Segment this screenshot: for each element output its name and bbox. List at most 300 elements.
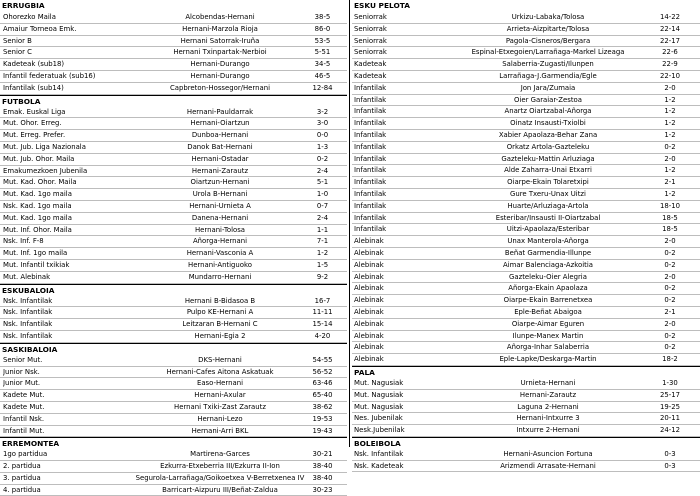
section-title: BOLEIBOLA bbox=[352, 437, 700, 449]
match-cell: Easo-Hernani bbox=[196, 379, 243, 388]
result-row bbox=[352, 177, 700, 189]
score-cell: 1-1 bbox=[316, 225, 329, 234]
column-divider bbox=[349, 0, 350, 447]
match-cell: Hernani-Urnieta A bbox=[189, 201, 251, 210]
result-row bbox=[352, 189, 700, 201]
result-row bbox=[0, 12, 347, 24]
result-row bbox=[352, 118, 700, 130]
category-cell: Infantilak bbox=[354, 189, 387, 198]
category-cell: Nsk. Infantilak bbox=[354, 449, 404, 458]
category-cell: 4. partidua bbox=[3, 485, 41, 494]
category-cell: Nsk. Kadeteak bbox=[354, 461, 404, 470]
score-cell: 22-14 bbox=[659, 24, 681, 33]
section-title: ESKU PELOTA bbox=[354, 1, 410, 10]
match-cell: Danok Bat-Hernani bbox=[187, 142, 253, 151]
category-cell: Kadeteak (sub18) bbox=[3, 60, 65, 69]
results-table bbox=[0, 296, 347, 343]
result-row bbox=[0, 319, 347, 331]
category-cell: Infantilak bbox=[354, 225, 387, 234]
category-cell: Kadete Mut. bbox=[3, 391, 45, 400]
result-row bbox=[352, 390, 700, 402]
score-cell: 22-17 bbox=[659, 36, 681, 45]
score-cell: 5-1 bbox=[316, 178, 329, 187]
score-cell: 4-20 bbox=[314, 331, 331, 340]
category-cell: Amaiur Torneoa Emk. bbox=[3, 24, 77, 33]
score-cell: 1-2 bbox=[664, 130, 676, 139]
section-saskibaloia bbox=[0, 343, 347, 438]
category-cell: Seniorrak bbox=[354, 24, 387, 33]
score-cell: 1-2 bbox=[664, 119, 676, 128]
match-cell: Añorga-Hernani bbox=[192, 237, 248, 246]
result-row bbox=[0, 426, 347, 438]
result-row bbox=[352, 283, 700, 295]
result-row bbox=[0, 201, 347, 213]
result-row bbox=[0, 118, 347, 130]
match-cell: Hernani-Pauldarrak bbox=[186, 107, 254, 116]
result-row bbox=[352, 402, 700, 414]
result-row bbox=[0, 59, 347, 71]
score-cell: 22-9 bbox=[662, 60, 678, 69]
category-cell: Infantilak bbox=[354, 142, 387, 151]
left-column bbox=[0, 0, 347, 496]
match-cell: Barricart-Aizpuru III/Beñat-Zaldua bbox=[162, 485, 278, 494]
match-cell: Oinatz Insausti-Txiolbi bbox=[510, 119, 586, 128]
results-table bbox=[0, 107, 347, 284]
category-cell: Seniorrak bbox=[354, 48, 387, 57]
results-table bbox=[0, 12, 347, 95]
match-cell: Añorga-Ekain Apaolaza bbox=[508, 284, 588, 293]
category-cell: Alebinak bbox=[354, 237, 384, 246]
match-cell: Intxurre 2-Hernani bbox=[516, 426, 580, 435]
category-cell: Alebinak bbox=[354, 331, 384, 340]
score-cell: 63-46 bbox=[312, 379, 333, 388]
match-cell: Hernani Txinpartak-Nerbioi bbox=[173, 48, 267, 57]
score-cell: 1-2 bbox=[664, 189, 676, 198]
match-cell: Hernani-Durango bbox=[190, 60, 250, 69]
category-cell: Infantilak bbox=[354, 119, 387, 128]
score-cell: 3-0 bbox=[316, 119, 329, 128]
result-row bbox=[352, 154, 700, 166]
category-cell: Infantilak bbox=[354, 201, 387, 210]
result-row bbox=[352, 272, 700, 284]
category-cell: Nesk.Jubenilak bbox=[354, 426, 405, 435]
match-cell: Hernani B-Bidasoa B bbox=[184, 296, 256, 305]
category-cell: Infantilak bbox=[354, 166, 387, 175]
category-cell: Infantilak bbox=[354, 178, 387, 187]
result-row bbox=[352, 378, 700, 390]
match-cell: Ezkurra-Etxeberria III/Ezkurra II-Ion bbox=[160, 462, 280, 471]
score-cell: 0-0 bbox=[316, 131, 329, 140]
match-cell: Hernani-Antiguoko bbox=[188, 260, 252, 269]
result-row bbox=[352, 461, 700, 473]
section-title: FUTBOLA bbox=[0, 95, 347, 107]
result-row bbox=[0, 71, 347, 83]
result-row bbox=[0, 142, 347, 154]
category-cell: Mut. Inf. 1go maila bbox=[3, 249, 68, 258]
result-row bbox=[352, 295, 700, 307]
result-row bbox=[352, 342, 700, 354]
score-cell: 56-52 bbox=[312, 367, 333, 376]
match-cell: Urola B-Hernani bbox=[192, 190, 248, 199]
score-cell: 2-0 bbox=[664, 272, 676, 281]
category-cell: Infantilak bbox=[354, 213, 387, 222]
category-cell: Infantilak (sub14) bbox=[3, 83, 64, 92]
score-cell: 1-30 bbox=[662, 378, 678, 387]
match-cell: Hernani-Tolosa bbox=[194, 225, 246, 234]
result-row bbox=[0, 378, 347, 390]
score-cell: 5-51 bbox=[314, 48, 331, 57]
score-cell: 1-2 bbox=[664, 95, 676, 104]
result-row bbox=[0, 449, 347, 461]
result-row bbox=[0, 473, 347, 485]
category-cell: Infantil Nsk. bbox=[3, 414, 45, 423]
result-row bbox=[0, 24, 347, 36]
score-cell: 0-2 bbox=[664, 248, 676, 257]
match-cell: Hernani-Durango bbox=[190, 71, 250, 80]
result-row bbox=[0, 189, 347, 201]
match-cell: Xabier Apaolaza-Behar Zana bbox=[498, 130, 598, 139]
score-cell: 1-0 bbox=[316, 190, 329, 199]
score-cell: 11-11 bbox=[312, 308, 333, 317]
result-row bbox=[352, 236, 700, 248]
category-cell: Alebinak bbox=[354, 296, 384, 305]
result-row bbox=[352, 106, 700, 118]
result-row bbox=[0, 390, 347, 402]
category-cell: Alebinak bbox=[354, 260, 384, 269]
match-cell: Gazteleku-Oier Alegria bbox=[509, 272, 587, 281]
score-cell: 1-2 bbox=[664, 166, 676, 175]
match-cell: Hernani-Intxurre 3 bbox=[516, 414, 580, 423]
score-cell: 30-21 bbox=[312, 450, 333, 459]
category-cell: Mut. Kad. 1go maila bbox=[3, 213, 72, 222]
score-cell: 18-10 bbox=[659, 201, 681, 210]
category-cell: Mut. Nagusiak bbox=[354, 390, 404, 399]
result-row bbox=[352, 413, 700, 425]
category-cell: Mut. Kad. Ohor. Maila bbox=[3, 178, 77, 187]
score-cell: 38-40 bbox=[312, 462, 333, 471]
match-cell: Huarte/Arluziaga-Artola bbox=[507, 201, 589, 210]
score-cell: 38-62 bbox=[312, 402, 333, 411]
category-cell: Emakumezkoen Jubenila bbox=[3, 166, 88, 175]
result-row bbox=[0, 485, 347, 496]
match-cell: Hernani-Zarautz bbox=[519, 390, 577, 399]
result-row bbox=[352, 248, 700, 260]
match-cell: Pulpo KE-Hernani A bbox=[186, 308, 254, 317]
score-cell: 14-22 bbox=[659, 13, 681, 21]
match-cell: Hernani-Oiartzun bbox=[190, 119, 250, 128]
match-cell: Alcobendas-Hernani bbox=[185, 13, 255, 21]
score-cell: 2-0 bbox=[664, 83, 676, 92]
result-row bbox=[0, 154, 347, 166]
score-cell: 30-23 bbox=[312, 485, 333, 494]
result-row bbox=[352, 449, 700, 461]
score-cell: 19-43 bbox=[312, 426, 333, 435]
match-cell: Hernani-Vasconia A bbox=[186, 249, 254, 258]
score-cell: 2-0 bbox=[664, 319, 676, 328]
match-cell: Laguna 2-Hernani bbox=[517, 402, 579, 411]
result-row bbox=[352, 260, 700, 272]
match-cell: Oiarpe-Ekain Tolaretxipi bbox=[507, 178, 589, 187]
score-cell: 22-6 bbox=[662, 48, 678, 57]
score-cell: 0-2 bbox=[664, 260, 676, 269]
result-row bbox=[0, 296, 347, 308]
result-row bbox=[352, 201, 700, 213]
category-cell: Alebinak bbox=[354, 343, 384, 352]
score-cell: 3-2 bbox=[316, 107, 329, 116]
result-row bbox=[0, 47, 347, 59]
result-row bbox=[0, 36, 347, 48]
section-erremontea bbox=[0, 437, 347, 496]
category-cell: Mut. Jub. Ohor. Maila bbox=[3, 154, 75, 163]
score-cell: 2-1 bbox=[664, 178, 676, 187]
match-cell: Urnieta-Hernani bbox=[520, 378, 576, 387]
match-cell: Ilunpe-Manex Martin bbox=[512, 331, 584, 340]
match-cell: Espinal-Etxegoien/Larrañaga-Markel Lizeaga bbox=[471, 48, 625, 57]
match-cell: Gazteleku-Mattin Arluziaga bbox=[501, 154, 595, 163]
score-cell: 2-4 bbox=[316, 213, 329, 222]
section-eskubaloia bbox=[0, 284, 347, 343]
category-cell: Mut. Nagusiak bbox=[354, 402, 404, 411]
match-cell: Hernani-Asuncion Fortuna bbox=[503, 449, 593, 458]
match-cell: Jon Jara/Zumaia bbox=[520, 83, 576, 92]
match-cell: Anartz Oiartzabal-Añorga bbox=[504, 107, 592, 116]
match-cell: Arrieta-Aizpitarte/Tolosa bbox=[506, 24, 590, 33]
match-cell: Hernani Txiki-Zast Zarautz bbox=[174, 402, 266, 411]
match-cell: Añorga-Inhar Salaberria bbox=[506, 343, 590, 352]
category-cell: Seniorrak bbox=[354, 36, 387, 45]
category-cell: Infantil Mut. bbox=[3, 426, 45, 435]
score-cell: 25-17 bbox=[659, 390, 681, 399]
score-cell: 1-2 bbox=[316, 249, 329, 258]
result-row bbox=[0, 307, 347, 319]
score-cell: 38-5 bbox=[314, 13, 331, 21]
match-cell: Segurola-Larrañaga/Goikoetxea V-Berretxenea IV bbox=[135, 473, 305, 482]
score-cell: 2-0 bbox=[664, 154, 676, 163]
result-row bbox=[0, 83, 347, 95]
score-cell: 46-5 bbox=[314, 71, 331, 80]
result-row bbox=[352, 71, 700, 83]
category-cell: Alebinak bbox=[354, 284, 384, 293]
match-cell: Dunboa-Hernani bbox=[191, 131, 249, 140]
match-cell: Eple-Beñat Abaigoa bbox=[514, 307, 582, 316]
result-row bbox=[0, 331, 347, 343]
result-row bbox=[0, 107, 347, 119]
score-cell: 7-1 bbox=[316, 237, 329, 246]
score-cell: 34-5 bbox=[314, 60, 331, 69]
category-cell: Senior C bbox=[3, 48, 32, 57]
category-cell: Seniorrak bbox=[354, 13, 387, 21]
match-cell: Hernani-Egia 2 bbox=[194, 331, 246, 340]
match-cell: Pagola-Cisneros/Bergara bbox=[505, 36, 591, 45]
category-cell: Kadete Mut. bbox=[3, 402, 45, 411]
category-cell: Mut. Ohor. Erreg. bbox=[3, 119, 62, 128]
result-row bbox=[0, 355, 347, 367]
match-cell: Hernani-Ostadar bbox=[191, 154, 249, 163]
category-cell: Senior Mut. bbox=[3, 355, 43, 364]
category-cell: Mut. Kad. 1go maila bbox=[3, 190, 72, 199]
match-cell: Beñat Garmendia-Illunpe bbox=[504, 248, 592, 257]
match-cell: Leitzaran B-Hernani C bbox=[182, 320, 258, 329]
category-cell: Ohorezko Maila bbox=[3, 13, 56, 21]
match-cell: Gure Txeru-Unax Uitzi bbox=[510, 189, 586, 198]
result-row bbox=[0, 130, 347, 142]
section-futbola bbox=[0, 95, 347, 284]
match-cell: Aimar Balenciaga-Azkoitia bbox=[503, 260, 593, 269]
match-cell: Hernani-Marzola Rioja bbox=[182, 24, 258, 33]
results-table bbox=[352, 378, 700, 437]
category-cell: Mut. Inf. Ohor. Maila bbox=[3, 225, 72, 234]
result-row bbox=[0, 248, 347, 260]
result-row bbox=[352, 165, 700, 177]
category-cell: Kadeteak bbox=[354, 71, 387, 80]
result-row bbox=[352, 224, 700, 236]
score-cell: 0-7 bbox=[316, 201, 329, 210]
result-row bbox=[0, 236, 347, 248]
category-cell: Infantilak bbox=[354, 95, 387, 104]
result-row bbox=[0, 166, 347, 178]
score-cell: 2-0 bbox=[664, 237, 676, 246]
category-cell: Mut. Alebinak bbox=[3, 272, 51, 281]
result-row bbox=[352, 331, 700, 343]
section-title: ERREMONTEA bbox=[0, 437, 347, 449]
match-cell: Hernani Satorrak-Iruña bbox=[180, 36, 260, 45]
score-cell: 15-14 bbox=[312, 320, 333, 329]
result-row bbox=[352, 142, 700, 154]
score-cell: 19-53 bbox=[312, 414, 333, 423]
score-cell: 0-2 bbox=[316, 154, 329, 163]
score-cell: 0-2 bbox=[664, 284, 676, 293]
category-cell: Senior B bbox=[3, 36, 32, 45]
category-cell: Infantil federatuak (sub16) bbox=[3, 71, 96, 80]
category-cell: Mut. Erreg. Prefer. bbox=[3, 131, 66, 140]
category-cell: Nsk. Infantilak bbox=[3, 320, 53, 329]
match-cell: Hernani-Zarautz bbox=[191, 166, 249, 175]
match-cell: Capbreton-Hossegor/Hernani bbox=[169, 83, 271, 92]
match-cell: Hernani-Lezo bbox=[197, 414, 243, 423]
result-row bbox=[0, 272, 347, 284]
match-cell: Uitzi-Apaolaza/Esteribar bbox=[506, 225, 590, 234]
result-row bbox=[352, 307, 700, 319]
result-row bbox=[352, 354, 700, 366]
score-cell: 65-40 bbox=[312, 391, 333, 400]
score-cell: 1-2 bbox=[664, 107, 676, 116]
result-row bbox=[352, 95, 700, 107]
category-cell: Nsk. Infantilak bbox=[3, 331, 53, 340]
match-cell: Mundarro-Hernani bbox=[188, 272, 252, 281]
result-row bbox=[0, 367, 347, 379]
result-row bbox=[0, 213, 347, 225]
match-cell: Oiarpe-Ekain Barrenetxea bbox=[503, 296, 593, 305]
match-cell: Hernani-Axular bbox=[194, 391, 246, 400]
score-cell: 38-40 bbox=[312, 473, 333, 482]
score-cell: 86-0 bbox=[314, 24, 331, 33]
match-cell: Urkizu-Labaka/Tolosa bbox=[511, 13, 585, 21]
category-cell: 2. partidua bbox=[3, 462, 41, 471]
score-cell: 53-5 bbox=[314, 36, 331, 45]
results-table bbox=[352, 12, 700, 366]
match-cell: Salaberria-Zugasti/Ilunpen bbox=[502, 60, 594, 69]
score-cell: 0-3 bbox=[664, 461, 676, 470]
match-cell: Danena-Hernani bbox=[191, 213, 249, 222]
results-table bbox=[0, 355, 347, 438]
category-cell: Nsk. Inf. F-8 bbox=[3, 237, 44, 246]
match-cell: Larrañaga-J.Garmendia/Egle bbox=[499, 71, 597, 80]
result-row bbox=[352, 12, 700, 24]
category-cell: Nsk. Infantilak bbox=[3, 296, 53, 305]
results-table bbox=[352, 449, 700, 473]
match-cell: Oiartzun-Hernani bbox=[190, 178, 250, 187]
result-row bbox=[0, 402, 347, 414]
score-cell: 9-2 bbox=[316, 272, 329, 281]
score-cell: 12-84 bbox=[312, 83, 333, 92]
result-row bbox=[352, 213, 700, 225]
score-cell: 16-7 bbox=[314, 296, 331, 305]
category-cell: Mut. Nagusiak bbox=[354, 378, 404, 387]
section-title: ERRUGBIA bbox=[2, 1, 45, 10]
score-cell: 18-5 bbox=[662, 225, 678, 234]
category-cell: Mut. Infantil txikiak bbox=[3, 260, 70, 269]
category-cell: Nes. Jubenilak bbox=[354, 414, 403, 423]
score-cell: 24-12 bbox=[659, 426, 681, 435]
category-cell: Nsk. Infantilak bbox=[3, 308, 53, 317]
result-row bbox=[352, 425, 700, 437]
section-boleibola bbox=[352, 437, 700, 473]
match-cell: Hernani-Cafes Aitona Askatuak bbox=[166, 367, 274, 376]
score-cell: 54-55 bbox=[312, 355, 333, 364]
result-row bbox=[0, 177, 347, 189]
right-column bbox=[352, 0, 700, 472]
score-cell: 18-2 bbox=[662, 355, 678, 364]
score-cell: 22-10 bbox=[659, 71, 681, 80]
category-cell: Nsk. Kad. 1go maila bbox=[3, 201, 72, 210]
result-row bbox=[352, 83, 700, 95]
category-cell: Infantilak bbox=[354, 83, 387, 92]
category-cell: Kadeteak bbox=[354, 60, 387, 69]
score-cell: 0-2 bbox=[664, 331, 676, 340]
result-row bbox=[352, 24, 700, 36]
category-cell: Infantilak bbox=[354, 107, 387, 116]
result-row bbox=[0, 260, 347, 272]
match-cell: Orkatz Artola-Gazteleku bbox=[506, 142, 590, 151]
category-cell: Emak. Euskal Liga bbox=[3, 107, 66, 116]
section-title: SASKIBALOIA bbox=[0, 343, 347, 355]
category-cell: Junior Nsk. bbox=[3, 367, 40, 376]
score-cell: 18-5 bbox=[662, 213, 678, 222]
score-cell: 2-1 bbox=[664, 307, 676, 316]
match-cell: Martirena-Garces bbox=[190, 450, 250, 459]
score-cell: 0-2 bbox=[664, 296, 676, 305]
section-title: ESKUBALOIA bbox=[0, 284, 347, 296]
category-cell: Mut. Jub. Liga Nazionala bbox=[3, 142, 86, 151]
match-cell: Eple-Lapke/Deskarga-Martin bbox=[499, 355, 597, 364]
result-row bbox=[352, 36, 700, 48]
score-cell: 1-5 bbox=[316, 260, 329, 269]
result-row bbox=[0, 225, 347, 237]
result-row bbox=[352, 47, 700, 59]
result-row bbox=[0, 461, 347, 473]
category-cell: Alebinak bbox=[354, 248, 384, 257]
category-cell: Alebinak bbox=[354, 272, 384, 281]
score-cell: 0-3 bbox=[664, 449, 676, 458]
category-cell: Alebinak bbox=[354, 355, 384, 364]
match-cell: Oiarpe-Aimar Eguren bbox=[511, 319, 585, 328]
result-row bbox=[352, 130, 700, 142]
category-cell: Infantilak bbox=[354, 130, 387, 139]
match-cell: Unax Manterola-Añorga bbox=[507, 237, 589, 246]
category-cell: Alebinak bbox=[354, 319, 384, 328]
score-cell: 19-25 bbox=[659, 402, 681, 411]
results-table bbox=[0, 449, 347, 496]
